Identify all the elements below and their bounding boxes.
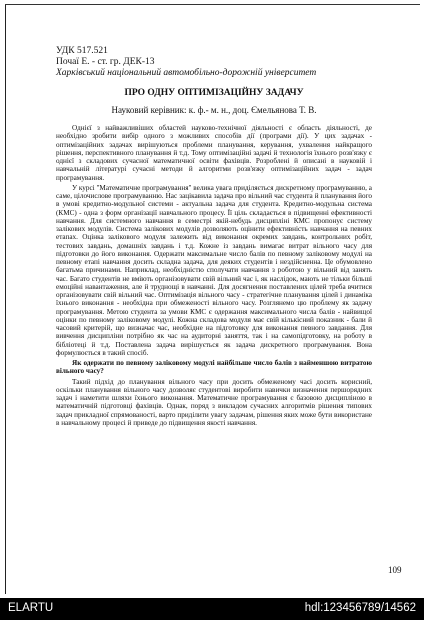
supervisor-line: Науковий керівник: к. ф.- м. н., доц. Ємельянова Т. В. <box>111 105 317 115</box>
scan-top-edge <box>5 4 420 5</box>
article-title: ПРО ОДНУ ОПТИМІЗАЦІЙНУ ЗАДАЧУ <box>124 88 304 98</box>
article-body <box>56 124 372 427</box>
handle-identifier: hdl:123456789/14562 <box>304 602 416 614</box>
repository-name: ELARTU <box>8 602 54 614</box>
paragraph-4: Такий підхід до планування вільного часу при досить обмеженому часі досить корисний, оскільки планування вільного часу дозволяє студентові виробити навички визначення першорядних задач і наметити шляхи їхнього виконання. Математичне програмування є базовою дисципліною в математичній підготовці фахівців. Однак, поряд з викладом сучасних алгоритмів рішення типових задач прикладної спрямованості, варто приділити увагу задачам, рішення яких може бути використане в навчальному процесі й приведе до підвищення якості навчання. <box>56 377 372 427</box>
author-line: Почаї Е. - ст. гр. ДЕК-13 <box>56 57 155 67</box>
university-name: Харківський національний автомобільно-дорожній університет <box>56 68 317 78</box>
page-number: 109 <box>388 565 402 575</box>
scan-left-edge <box>5 4 6 594</box>
repository-footer <box>0 598 424 620</box>
paragraph-1: Однієї з найважливіших областей науково-технічної діяльності є область діяльності, де необхідно зробити вибір одного з можливих способів дії (програми дії). У цих задачах - оптимізаційних задачах вирішуються проблеми планування, керування, ухвалення найкращого рішення, перспективного планування й т.д. Тому оптимізаційні задачі й технологія їхнього розв'язку є однієї з складових сучасної математичної освіти фахівців. Розроблені й описані в науковій і навчальній літературі сучасні методи й алгоритми розв'язку оптимізаційних задач - задач програмування. <box>56 124 372 182</box>
udc-code: УДК 517.521 <box>56 46 108 56</box>
key-question: Як одержати по певному заліковому модулі найбільше число балів з найменшою витратою вільного часу? <box>56 359 372 376</box>
article-content <box>56 46 372 427</box>
paragraph-2: У курсі "Математичне програмування" велика увага приділяється дискретному програмуванню, а саме, цілочислове програмуванню. Нас зацікавила задача про вільний час студента й планування його в умові кредитно-модульної системи - актуальна задача для студента. Кредитно-модульна система (КМС) - одна з форм організації навчального процесу. Її ціль складається в підвищенні ефективності навчання. Для системного навчання в семестрі якій-небудь дисципліні КМС пропонує систему залікових модулів. Система залікових модулів дозволяють оцінити ефективність навчання на певних етапах. Оцінка залікового модуля залежить від виконання окремих завдань, контрольних робіт, тестових завдань, домашніх завдань і т.д. Кожне із завдань вимагає витрат вільного часу для підготовки до його виконання. Одержати максимальне число балів по певному заліковому модулі на певному етапі навчання досить складна задача, для деяких студентів і нездійсненна. Це обумовлено багатьма причинами. Наприклад, необхідністю сполучати навчання з роботою у вільний від занять час. Багато студентів не вміють організовувати свій вільний час і, як наслідок, мають не тільки більші емоційні навантаження, але й труднощі в навчанні. Для досягнення поставлених цілей треба вчитися організовувати свій вільний час. Оптимізація вільного часу - стратегічне планування цілей і динаміка їхнього виконання - необхідна при обмеженості вільного часу. Розглянемо цю проблему як задачу програмування. Метою студента за умови КМС є одержання максимального числа балів - найвищої оцінки по певному заліковому модулі. Кожна складова модуля має свій кількісний показник - бали й часовий критерій, що визначає час, необхідне на підготовку для виконання певного завдання. Для вивчення дисципліни потрібно як час на аудиторні заняття, так і на самопідготовку, на роботу в бібліотеці й т.д. Поставлена задача вирішується як задача дискретного програмування. Вона формулюється в такий спосіб. <box>56 183 372 357</box>
